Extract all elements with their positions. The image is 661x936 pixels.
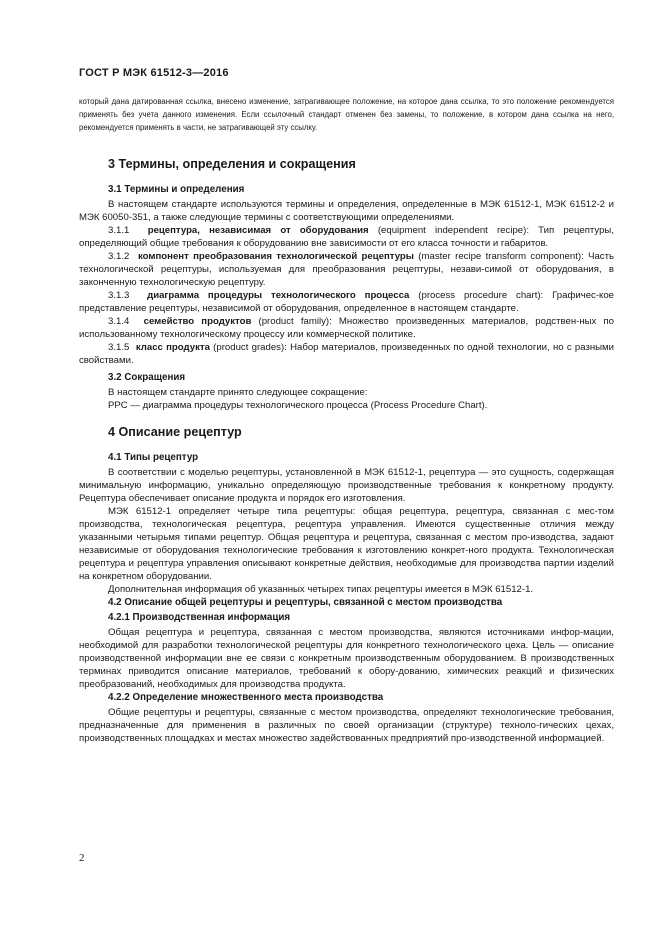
term-3-1-3 — [79, 289, 614, 315]
term-definition: (process procedure chart): Графичес-кое представление рецептуры, независимой от оборудования, определенное в настоящем стандарте. — [79, 290, 614, 314]
section-4-1-paragraph-1: В соответствии с моделью рецептуры, установленной в МЭК 61512-1, рецептура — это сущность, содержащая минимальную информацию, уникально определяющую производственные требования к конкретному продукту. Рецептура обеспечивает описание продукта и порядок его изготовления. — [79, 467, 614, 504]
section-4-2-1-text: Общая рецептура и рецептура, связанная с местом производства, являются источниками инфор-мации, необходимой для разработки технологической рецептуры для конкретного технологического цеха. Цель — описание производственной информации вне ее связи с конкретным производственным оборудованием. В производственных терминах приводится описание материалов, требований к обору-дованию, химических реакций и физических преобразований, необходимых для производства продукта. — [79, 627, 614, 690]
term-definition: (equipment independent recipe): Тип рецептуры, определяющий общие требования к оборудованию вне зависимости от его класса точности и габаритов. — [79, 225, 614, 249]
term-definition: (product grades): Набор материалов, произведенных по одной технологии, но с разными свойствами. — [79, 342, 615, 366]
section-4-2-2-title: 4.2.2 Определение множественного места производства — [108, 692, 384, 703]
term-name: рецептура, независимая от оборудования — [147, 225, 369, 236]
term-number: 3.1.3 — [108, 290, 130, 301]
term-name: диаграмма процедуры технологического процесса — [147, 290, 410, 301]
term-3-1-5 — [79, 341, 614, 367]
section-4-1-paragraph-3: Дополнительная информация об указанных четырех типах рецептуры имеется в МЭК 61512-1. — [108, 584, 534, 595]
section-3-1-text: В настоящем стандарте используются термины и определения, определенные в МЭК 61512-1, МЭК 61512-2 и МЭК 60050-351, а также следующие термины с соответствующими определениями. — [79, 199, 614, 223]
section-4-title: 4 Описание рецептур — [108, 425, 242, 439]
document-header: ГОСТ Р МЭК 61512-3—2016 — [79, 67, 229, 79]
term-3-1-4 — [79, 315, 614, 341]
term-number: 3.1.5 — [108, 342, 130, 353]
section-3-2-text: В настоящем стандарте принято следующее сокращение: — [108, 387, 368, 398]
section-3-1-title: 3.1 Термины и определения — [108, 184, 245, 195]
term-definition: (product family): Множество произведенных материалов, родствен-ных по использованному технологическому процессу или коммерческой политике. — [79, 316, 614, 340]
section-3-title: 3 Термины, определения и сокращения — [108, 157, 356, 171]
intro-paragraph: который дана датированная ссылка, внесено изменение, затрагивающее положение, на которое дана ссылка, то это положение рекомендуется применять без учета данного изменения. Если ссылочный стандарт отменен без замены, то положение, в котором дана ссылка на него, рекомендуется применять в части, не затрагивающей эту ссылку. — [79, 97, 614, 132]
term-number: 3.1.1 — [108, 225, 130, 236]
term-number: 3.1.2 — [108, 251, 130, 262]
term-definition: (master recipe transform component): Часть технологической рецептуры, используемая для преобразования рецептуры, незави-симой от оборудования, в законченную технологическую рецептуру. — [79, 251, 614, 288]
term-3-1-2 — [79, 250, 614, 289]
section-4-2-title: 4.2 Описание общей рецептуры и рецептуры, связанной с местом производства — [108, 597, 503, 608]
section-3-2-title: 3.2 Сокращения — [108, 372, 186, 383]
term-3-1-1 — [79, 224, 614, 250]
term-name: компонент преобразования технологической рецептуры — [137, 251, 414, 262]
section-4-2-2-text: Общие рецептуры и рецептуры, связанные с местом производства, определяют технологические требования, предназначенные для применения в различных по своей организации (структуре) техноло-гических цехах, производственных площадках и местах множество задействованных предприятий про-изводственной информацией. — [79, 707, 614, 744]
term-name: семейство продуктов — [143, 316, 252, 327]
section-4-1-title: 4.1 Типы рецептур — [108, 452, 199, 463]
abbreviation-ppc: PPC — диаграмма процедуры технологического процесса (Process Procedure Chart). — [108, 400, 488, 411]
term-name: класс продукта — [135, 342, 210, 353]
section-4-1-paragraph-2: МЭК 61512-1 определяет четыре типа рецептуры: общая рецептура, рецептура, связанная с мес-том производства, технологическая рецептура, рецептура управления. Имеются существенные отличия между указанными четырьмя типами рецептур. Общая рецептура и рецептура, связанная с местом про-изводства, задают независимые от оборудования технологические требования к изготовлению конкрет-ного продукта. Технологическая рецептура и рецептура управления описывают конкретные действия, необходимые для производства партии изделий на конкретном оборудовании. — [79, 506, 614, 582]
section-4-2-1-title: 4.2.1 Производственная информация — [108, 612, 291, 623]
main-content — [79, 156, 614, 745]
term-number: 3.1.4 — [108, 316, 130, 327]
page-number: 2 — [79, 852, 85, 864]
